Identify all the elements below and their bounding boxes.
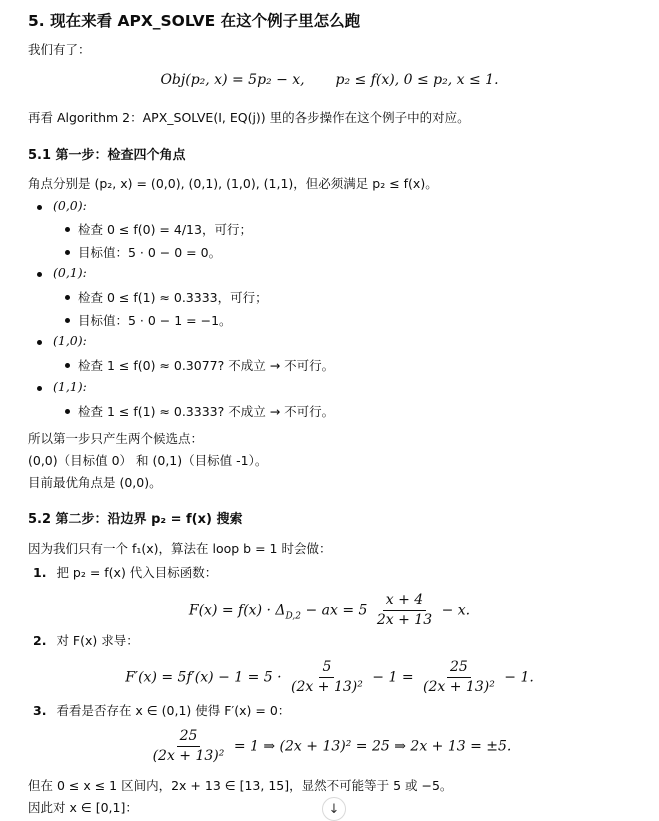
bullet-dot	[37, 272, 42, 277]
intro-text: 我们有了：	[28, 42, 91, 57]
corner-check: 检查 1 ≤ f(1) ≈ 0.3333? 不成立 → 不可行。	[78, 404, 335, 419]
bullet-dot	[37, 205, 42, 210]
eq1-mid: − ax = 5	[301, 602, 368, 619]
eq2-num2: 25	[447, 659, 471, 678]
section-5-2-title: 5.2 第二步：沿边界 p₂ = f(x) 搜索	[28, 512, 243, 527]
eq3-tail: = 1 ⇒ (2x + 13)² = 25 ⇒ 2x + 13 = ±5.	[229, 738, 512, 755]
corner-check: 检查 0 ≤ f(0) = 4/13，可行；	[78, 222, 252, 237]
equation-critical-point	[0, 728, 659, 765]
objective-equation	[0, 72, 659, 88]
corner-check: 检查 1 ≤ f(0) ≈ 0.3077? 不成立 → 不可行。	[78, 358, 335, 373]
corner-objective: 目标值：5 · 0 − 0 = 0。	[78, 245, 222, 260]
eq1-sub: D,2	[285, 611, 301, 622]
step-3	[33, 701, 290, 719]
summary-line-3: 目前最优角点是 (0,0)。	[28, 475, 162, 490]
eq2-den1: (2x + 13)²	[291, 679, 363, 695]
eq2-fraction-2	[420, 659, 498, 696]
eq2-num1: 5	[319, 659, 334, 678]
scroll-to-bottom-button[interactable]	[322, 797, 346, 821]
eq2-mid: − 1 =	[367, 669, 414, 686]
corner-label: (1,0):	[53, 333, 87, 348]
step-number: 3.	[33, 703, 47, 718]
arrow-down-icon: ↓	[328, 801, 340, 817]
step-text: 对 F(x) 求导：	[56, 633, 139, 648]
eq2-fraction-1	[288, 659, 366, 696]
corners-line: 角点分别是 (p₂, x) = (0,0), (0,1), (1,0), (1,1)，但必须满足 p₂ ≤ f(x)。	[28, 176, 438, 191]
bullet-dot	[65, 409, 70, 414]
corner-objective: 目标值：5 · 0 − 1 = −1。	[78, 313, 232, 328]
eq1-fraction	[374, 592, 435, 629]
objective-lhs: Obj(p₂, x) = 5p₂ − x,	[160, 72, 305, 88]
bullet-dot	[65, 295, 70, 300]
eq3-fraction	[150, 728, 228, 765]
eq1-tail: − x.	[437, 602, 471, 619]
bullet-dot	[37, 340, 42, 345]
eq2-left: F′(x) = 5f′(x) − 1 = 5 ·	[125, 669, 282, 686]
step-number: 2.	[33, 633, 47, 648]
bullet-dot	[37, 386, 42, 391]
eq2-tail: − 1.	[499, 669, 534, 686]
step-number: 1.	[33, 565, 47, 580]
corner-label: (0,1):	[53, 265, 87, 280]
step-text: 把 p₂ = f(x) 代入目标函数：	[56, 565, 218, 580]
algorithm-line: 再看 Algorithm 2：APX_SOLVE(I, EQ(j)) 里的各步操作在这个例子中的对应。	[28, 110, 470, 125]
final-line-2: 因此对 x ∈ [0,1]：	[28, 800, 138, 815]
step-2	[33, 631, 139, 649]
bullet-dot	[65, 318, 70, 323]
eq1-left: F(x) = f(x) · Δ	[188, 602, 286, 619]
objective-rhs: p₂ ≤ f(x), 0 ≤ p₂, x ≤ 1.	[335, 72, 499, 88]
summary-line-1: 所以第一步只产生两个候选点：	[28, 431, 204, 446]
bullet-dot	[65, 363, 70, 368]
loop-line: 因为我们只有一个 f₁(x)，算法在 loop b = 1 时会做：	[28, 541, 332, 556]
eq3-num: 25	[177, 728, 201, 747]
eq3-den: (2x + 13)²	[152, 748, 225, 764]
final-line-1: 但在 0 ≤ x ≤ 1 区间内，2x + 13 ∈ [13, 15]，显然不可能等于 5 或 −5。	[28, 778, 453, 793]
corner-label: (1,1):	[53, 379, 87, 394]
eq2-den2: (2x + 13)²	[423, 679, 495, 695]
step-text: 看看是否存在 x ∈ (0,1) 使得 F′(x) = 0：	[56, 703, 291, 718]
equation-derivative	[0, 659, 659, 696]
corner-check: 检查 0 ≤ f(1) ≈ 0.3333，可行；	[78, 290, 268, 305]
section-5-1-title: 5.1 第一步：检查四个角点	[28, 148, 186, 163]
equation-F	[0, 592, 659, 629]
corner-label: (0,0):	[53, 198, 87, 213]
step-1	[33, 563, 217, 581]
eq1-den: 2x + 13	[376, 612, 433, 628]
eq1-num: x + 4	[383, 592, 426, 611]
bullet-dot	[65, 227, 70, 232]
section-5-title: 5. 现在来看 APX_SOLVE 在这个例子里怎么跑	[28, 12, 361, 30]
summary-line-2: (0,0)（目标值 0） 和 (0,1)（目标值 -1）。	[28, 453, 268, 468]
bullet-dot	[65, 250, 70, 255]
